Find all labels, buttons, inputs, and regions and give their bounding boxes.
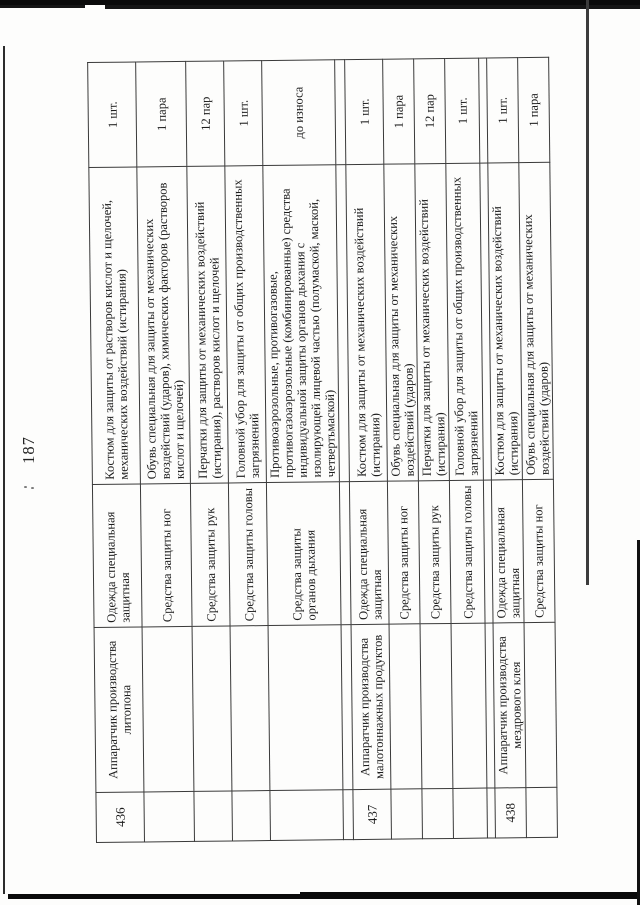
description-cell: Костюм для защиты от растворов кислот и щелочей, механических воздействий (истирания)	[89, 167, 141, 485]
row-number-cell-empty	[391, 789, 423, 839]
norm-cell: 1 пара	[383, 59, 415, 164]
scan-noise-dot	[24, 486, 27, 488]
row-number-cell-empty	[194, 791, 233, 841]
description-cell: Костюм для защиты от механических воздействий (истирания)	[346, 164, 388, 481]
profession-cell-empty	[420, 623, 453, 788]
description-cell: Костюм для защиты от механических воздействий (истирания)	[488, 163, 523, 480]
page-number: 187	[19, 436, 38, 464]
table-row	[262, 60, 344, 841]
category-cell: Средства защиты головы	[449, 480, 485, 623]
row-number-cell: 436	[96, 792, 145, 843]
category-cell: Средства защиты рук	[418, 480, 451, 623]
category-cell: Одежда специальная защитная	[349, 481, 389, 624]
landscape-table-container	[87, 58, 558, 843]
profession-cell-empty	[268, 625, 343, 791]
category-cell: Одежда специальная защитная	[92, 484, 142, 628]
scan-noise-dot	[31, 487, 34, 489]
norm-cell: 1 шт.	[88, 62, 137, 168]
norm-cell: 12 пар	[414, 58, 446, 163]
row-number-cell-empty	[144, 791, 195, 842]
scan-edge-bottom-2	[300, 892, 640, 894]
norm-cell: 1 шт.	[224, 61, 263, 166]
row-number-cell: 438	[495, 788, 527, 838]
norm-cell: до износа	[262, 60, 336, 166]
category-cell: Средства защиты рук	[190, 483, 230, 626]
profession-cell-empty	[389, 624, 422, 789]
profession-cell-empty	[451, 623, 487, 788]
description-cell: Перчатки для защиты от механических воздействий (истирания)	[415, 163, 450, 480]
spacer-cell	[343, 790, 354, 840]
row-number-cell-empty	[232, 791, 271, 841]
description-cell: Обувь специальная для защиты от механических воздействий (ударов)	[384, 164, 419, 481]
description-cell: Головной убор для защиты от общих производственных загрязнений	[446, 163, 484, 480]
norm-cell: 1 пара	[518, 57, 550, 162]
profession-cell-empty	[142, 626, 194, 792]
profession-cell-empty	[192, 626, 232, 791]
profession-cell: Аппаратчик производства малотоннажных продуктов	[351, 624, 391, 789]
row-number-cell-empty	[270, 790, 344, 841]
profession-cell-empty	[230, 626, 270, 791]
scan-edge-top-3	[0, 5, 85, 8]
row-number-cell-empty	[422, 788, 454, 838]
table-row	[88, 62, 145, 842]
ppe-norms-table	[87, 57, 558, 843]
description-cell: Перчатки для защиты от механических воздействий (истирания), растворов кислот и щелочей	[187, 166, 229, 483]
scan-edge-top-2	[105, 5, 640, 9]
norm-cell: 1 шт.	[345, 59, 384, 164]
row-number-cell-empty	[526, 787, 558, 837]
row-number-cell: 437	[353, 789, 392, 839]
rotated-table-strip	[96, 63, 566, 844]
profession-cell: Аппаратчик производства литопона	[94, 627, 144, 793]
norm-cell: 1 шт.	[487, 58, 519, 163]
profession-cell: Аппаратчик производства мездрового клея	[493, 623, 526, 788]
scan-edge-bottom	[8, 894, 640, 899]
scan-edge-left	[3, 46, 5, 894]
description-cell: Обувь специальная для защиты от механических воздействий (ударов), химических факторов (растворов кислот и щелочей)	[137, 166, 191, 484]
table-row	[136, 61, 195, 842]
profession-cell-empty	[524, 622, 557, 787]
category-cell: Средства защиты ног	[140, 483, 192, 627]
description-cell: Головной убор для защиты от общих производственных загрязнений	[225, 166, 267, 483]
category-cell: Средства защиты ног	[387, 481, 420, 624]
description-cell: Противоаэрозольные, противогазовые, противогазоаэрозольные (комбинированные) средства индивидуальной защиты органов дыхания с изолирующей лицевой частью (полумаской, маской, четвертьмаской)	[263, 165, 340, 483]
scan-page-edge-line	[586, 0, 589, 585]
category-cell: Одежда специальная защитная	[491, 480, 524, 623]
norm-cell: 12 пар	[186, 61, 225, 166]
norm-cell: 1 шт.	[445, 58, 480, 163]
ppe-table-body	[88, 57, 558, 842]
category-cell: Средства защиты ног	[522, 479, 555, 622]
category-cell: Средства защиты органов дыхания	[266, 482, 341, 626]
description-cell: Обувь специальная для защиты от механических воздействий (ударов)	[519, 162, 554, 479]
row-number-cell-empty	[453, 788, 488, 838]
category-cell: Средства защиты головы	[228, 483, 268, 626]
norm-cell: 1 пара	[136, 61, 187, 167]
